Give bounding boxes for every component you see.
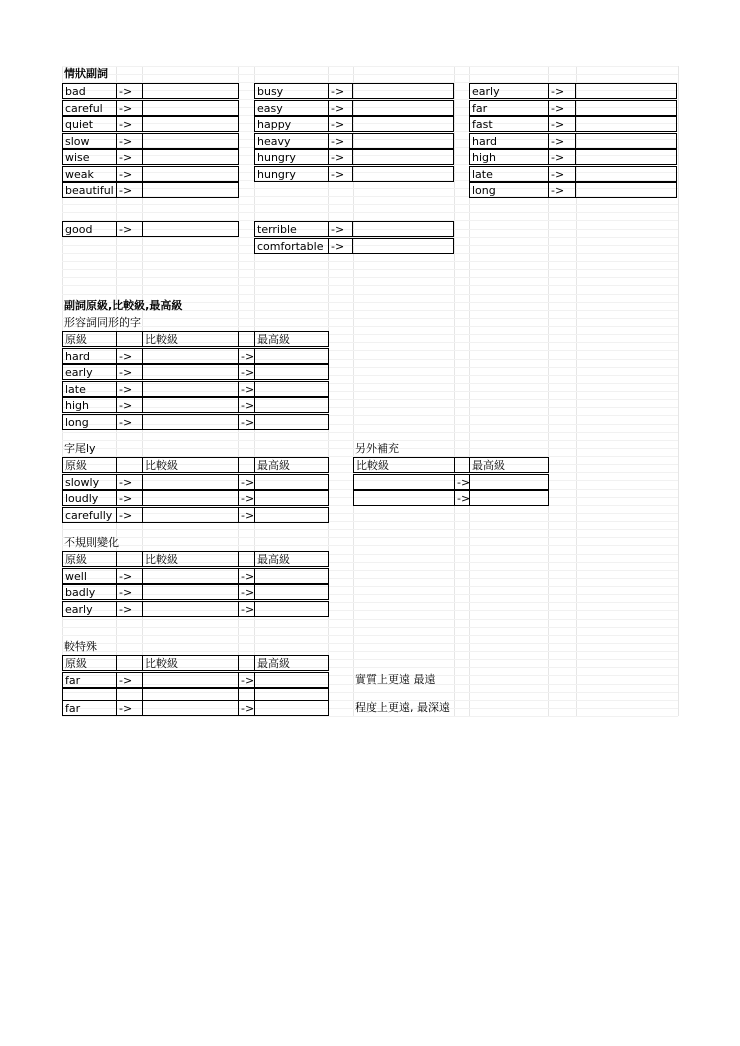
- arrow-cell: ->: [548, 133, 576, 149]
- answer-cell[interactable]: [353, 474, 455, 490]
- arrow-cell: ->: [548, 83, 576, 99]
- answer-cell[interactable]: [142, 83, 239, 99]
- answer-cell[interactable]: [142, 133, 239, 149]
- arrow-cell: ->: [328, 221, 353, 237]
- header-cell: 最高級: [469, 457, 549, 473]
- answer-cell[interactable]: [142, 490, 239, 506]
- word-cell: early: [62, 364, 117, 380]
- arrow-cell: ->: [328, 166, 353, 182]
- arrow-cell: ->: [238, 568, 255, 584]
- answer-cell[interactable]: [142, 364, 239, 380]
- word-cell: easy: [254, 100, 329, 116]
- arrow-cell: ->: [116, 474, 143, 490]
- arrow-cell: ->: [238, 364, 255, 380]
- arrow-cell: ->: [116, 133, 143, 149]
- word-cell: far: [62, 672, 117, 688]
- arrow-cell: ->: [116, 584, 143, 600]
- subsection-title: 形容詞同形的字: [64, 316, 141, 329]
- answer-cell[interactable]: [352, 166, 454, 182]
- word-cell: fast: [469, 116, 549, 132]
- header-cell: [238, 331, 255, 347]
- answer-cell[interactable]: [352, 149, 454, 165]
- arrow-cell: ->: [548, 100, 576, 116]
- arrow-cell: ->: [238, 700, 255, 716]
- word-cell: early: [62, 601, 117, 617]
- answer-cell[interactable]: [352, 221, 454, 237]
- answer-cell[interactable]: [142, 414, 239, 430]
- arrow-cell: ->: [116, 414, 143, 430]
- word-cell: hungry: [254, 166, 329, 182]
- word-cell: bad: [62, 83, 117, 99]
- arrow-cell: ->: [328, 100, 353, 116]
- arrow-cell: ->: [238, 490, 255, 506]
- subsection-title: 較特殊: [64, 640, 97, 653]
- arrow-cell: ->: [548, 116, 576, 132]
- gridline: [62, 619, 678, 620]
- header-cell: [116, 457, 143, 473]
- gridline: [62, 277, 678, 278]
- header-cell: 原級: [62, 331, 117, 347]
- arrow-cell: ->: [116, 700, 143, 716]
- arrow-cell: ->: [238, 414, 255, 430]
- arrow-cell: ->: [116, 397, 143, 413]
- arrow-cell: ->: [116, 149, 143, 165]
- answer-cell[interactable]: [142, 584, 239, 600]
- word-cell: late: [62, 381, 117, 397]
- subsection-title: 不規則變化: [64, 536, 119, 549]
- arrow-cell: ->: [116, 672, 143, 688]
- note-cell: 程度上更遠, 最深遠: [355, 701, 450, 714]
- arrow-cell: ->: [116, 182, 143, 198]
- word-cell: busy: [254, 83, 329, 99]
- word-cell: heavy: [254, 133, 329, 149]
- header-cell: 比較級: [353, 457, 455, 473]
- word-cell: high: [62, 397, 117, 413]
- arrow-cell: ->: [116, 490, 143, 506]
- header-cell: 最高級: [254, 331, 329, 347]
- answer-cell[interactable]: [254, 700, 329, 716]
- arrow-cell: ->: [238, 381, 255, 397]
- header-cell: 比較級: [142, 331, 239, 347]
- answer-cell[interactable]: [254, 474, 329, 490]
- answer-cell[interactable]: [575, 83, 677, 99]
- answer-cell[interactable]: [142, 568, 239, 584]
- answer-cell[interactable]: [142, 166, 239, 182]
- word-cell: slowly: [62, 474, 117, 490]
- answer-cell[interactable]: [142, 221, 239, 237]
- answer-cell[interactable]: [575, 133, 677, 149]
- header-cell: [454, 457, 470, 473]
- subsection-title: 另外補充: [355, 442, 399, 455]
- word-cell: well: [62, 568, 117, 584]
- header-cell: 原級: [62, 551, 117, 567]
- header-cell: 最高級: [254, 551, 329, 567]
- header-cell: [116, 655, 143, 671]
- answer-cell[interactable]: [142, 381, 239, 397]
- word-cell: slow: [62, 133, 117, 149]
- answer-cell[interactable]: [254, 490, 329, 506]
- arrow-cell: ->: [328, 133, 353, 149]
- arrow-cell: ->: [548, 166, 576, 182]
- answer-cell[interactable]: [142, 672, 239, 688]
- word-cell: far: [469, 100, 549, 116]
- answer-cell[interactable]: [469, 474, 549, 490]
- arrow-cell: ->: [238, 474, 255, 490]
- word-cell: carefully: [62, 507, 117, 523]
- arrow-cell: ->: [238, 584, 255, 600]
- gridline: [62, 635, 678, 636]
- header-cell: 最高級: [254, 655, 329, 671]
- answer-cell[interactable]: [142, 182, 239, 198]
- word-cell: late: [469, 166, 549, 182]
- answer-cell[interactable]: [254, 397, 329, 413]
- answer-cell[interactable]: [353, 490, 455, 506]
- header-cell: [116, 551, 143, 567]
- header-cell: 最高級: [254, 457, 329, 473]
- header-cell: 比較級: [142, 551, 239, 567]
- word-cell: hard: [469, 133, 549, 149]
- gridline: [62, 269, 678, 270]
- gridline: [62, 716, 678, 717]
- answer-cell[interactable]: [142, 348, 239, 364]
- answer-cell[interactable]: [142, 116, 239, 132]
- answer-cell[interactable]: [352, 100, 454, 116]
- header-cell: [238, 551, 255, 567]
- arrow-cell: ->: [116, 601, 143, 617]
- gridline: [62, 529, 678, 530]
- note-cell: 實質上更遠 最遠: [355, 673, 436, 686]
- answer-cell[interactable]: [469, 490, 549, 506]
- answer-cell[interactable]: [254, 364, 329, 380]
- gridline: [62, 285, 678, 286]
- gridline: [678, 66, 679, 716]
- arrow-cell: ->: [116, 116, 143, 132]
- arrow-cell: ->: [116, 166, 143, 182]
- arrow-cell: ->: [116, 83, 143, 99]
- arrow-cell: ->: [116, 381, 143, 397]
- word-cell: happy: [254, 116, 329, 132]
- gridline: [62, 294, 678, 295]
- answer-cell[interactable]: [575, 100, 677, 116]
- answer-cell[interactable]: [142, 100, 239, 116]
- header-cell: 原級: [62, 655, 117, 671]
- word-cell: quiet: [62, 116, 117, 132]
- arrow-cell: ->: [116, 348, 143, 364]
- arrow-cell: ->: [548, 149, 576, 165]
- header-cell: 比較級: [142, 457, 239, 473]
- arrow-cell: ->: [238, 507, 255, 523]
- arrow-cell: ->: [116, 568, 143, 584]
- word-cell: loudly: [62, 490, 117, 506]
- word-cell: long: [469, 182, 549, 198]
- arrow-cell: ->: [116, 364, 143, 380]
- word-cell: terrible: [254, 221, 329, 237]
- word-cell: long: [62, 414, 117, 430]
- answer-cell[interactable]: [575, 149, 677, 165]
- arrow-cell: ->: [116, 507, 143, 523]
- answer-cell[interactable]: [575, 166, 677, 182]
- word-cell: hungry: [254, 149, 329, 165]
- answer-cell[interactable]: [254, 507, 329, 523]
- word-cell: high: [469, 149, 549, 165]
- arrow-cell: ->: [116, 100, 143, 116]
- answer-cell[interactable]: [352, 133, 454, 149]
- gridline: [62, 261, 678, 262]
- answer-cell[interactable]: [142, 601, 239, 617]
- header-cell: [116, 331, 143, 347]
- arrow-cell: ->: [238, 672, 255, 688]
- word-cell: comfortable: [254, 238, 329, 254]
- arrow-cell: ->: [238, 348, 255, 364]
- arrow-cell: ->: [116, 221, 143, 237]
- word-cell: early: [469, 83, 549, 99]
- answer-cell[interactable]: [142, 397, 239, 413]
- answer-cell[interactable]: [575, 182, 677, 198]
- answer-cell[interactable]: [254, 568, 329, 584]
- section-title: 副詞原級,比較級,最高級: [64, 299, 183, 312]
- answer-cell[interactable]: [142, 149, 239, 165]
- answer-cell[interactable]: [142, 474, 239, 490]
- header-cell: [238, 655, 255, 671]
- answer-cell[interactable]: [142, 507, 239, 523]
- answer-cell[interactable]: [254, 584, 329, 600]
- arrow-cell: ->: [238, 601, 255, 617]
- answer-cell[interactable]: [352, 116, 454, 132]
- answer-cell[interactable]: [575, 116, 677, 132]
- word-cell: beautiful: [62, 182, 117, 198]
- gridline: [62, 627, 678, 628]
- answer-cell[interactable]: [254, 414, 329, 430]
- word-cell: hard: [62, 348, 117, 364]
- word-cell: wise: [62, 149, 117, 165]
- word-cell: weak: [62, 166, 117, 182]
- word-cell: badly: [62, 584, 117, 600]
- section-title: 情狀副詞: [64, 67, 108, 80]
- arrow-cell: ->: [328, 116, 353, 132]
- arrow-cell: ->: [238, 397, 255, 413]
- answer-cell[interactable]: [254, 601, 329, 617]
- answer-cell[interactable]: [142, 700, 239, 716]
- answer-cell[interactable]: [352, 238, 454, 254]
- header-cell: [238, 457, 255, 473]
- word-cell: careful: [62, 100, 117, 116]
- subsection-title: 字尾ly: [64, 442, 96, 455]
- word-cell: far: [62, 700, 117, 716]
- arrow-cell: ->: [328, 83, 353, 99]
- gridline: [62, 212, 678, 213]
- word-cell: good: [62, 221, 117, 237]
- answer-cell[interactable]: [254, 348, 329, 364]
- arrow-cell: ->: [328, 238, 353, 254]
- answer-cell[interactable]: [254, 672, 329, 688]
- arrow-cell: ->: [454, 474, 470, 490]
- gridline: [62, 204, 678, 205]
- header-cell: 比較級: [142, 655, 239, 671]
- arrow-cell: ->: [328, 149, 353, 165]
- header-cell: 原級: [62, 457, 117, 473]
- answer-cell[interactable]: [352, 83, 454, 99]
- gridline: [62, 432, 678, 433]
- arrow-cell: ->: [548, 182, 576, 198]
- arrow-cell: ->: [454, 490, 470, 506]
- answer-cell[interactable]: [254, 381, 329, 397]
